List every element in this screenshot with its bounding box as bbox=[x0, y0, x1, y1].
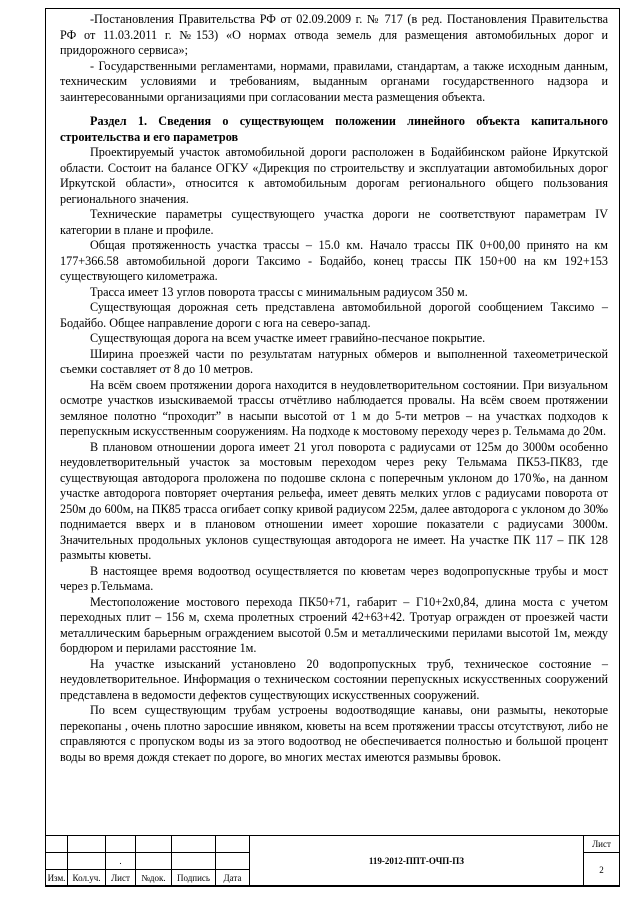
document-code: 119-2012-ППТ-ОЧП-ПЗ bbox=[250, 836, 584, 887]
paragraph: На участке изысканий установлено 20 водопропускных труб, техническое состояние – неудовлетворительное. Информация о техническом состоянии перепускных искусственных сооружений представлена в ведомости дефектов существующих искусственных сооружений. bbox=[60, 656, 608, 702]
paragraph: Существующая дорога на всем участке имеет гравийно-песчаное покрытие. bbox=[90, 331, 486, 345]
stamp-dot: . bbox=[106, 853, 136, 870]
paragraph: На всём своем протяжении дорога находится в неудовлетворительном состоянии. При визуальном осмотре участков изыскиваемой трассы отчётливо наблюдается провалы. На всём своем протяжении земляное полотно “проходит” в насыпи высотой от 1 м до 5-ти метров – на участках подходов к перепускным искусственным сооружениям. На подходе к мостовому переходу через р. Тельмама до 20м. bbox=[60, 377, 608, 438]
sheet-number: 2 bbox=[584, 853, 620, 887]
paragraph: Местоположение мостового перехода ПК50+71, габарит – Г10+2х0,84, длина моста с учетом переходных плит – 156 м, схема пролетных строений 42+63+42. Тротуар огражден от проезжей части металлическим барьерным ограждением высотой 0.5м и металлическими перилами высотой 1м, между бордюром и перилами расстояние 1м. bbox=[60, 594, 608, 655]
col-date: Дата bbox=[216, 870, 250, 887]
paragraph: В плановом отношении дорога имеет 21 угол поворота с радиусами от 125м до 3000м особенно неудовлетворительный участок за мостовым переходом через реку Тельмама ПК53-ПК83, где существующая автодорога проложена по подошве склона с поперечным уклоном до 170‰, на данном участке автодорога повторяет очертания рельефа, имеет девять мелких углов с радиусами поворота от 250м до 600м, на ПК85 трасса огибает сопку кривой радиусом 225м, далее автодорога с уклоном до 30‰ поднимается вверх и в плановом отношении имеет хорошие показатели с радиусами 3000м. Значительных продольных уклонов существующая автодорога не имеет. На участке ПК 117 – ПК 128 размыты кюветы. bbox=[60, 439, 608, 562]
paragraph: Проектируемый участок автомобильной дороги расположен в Бодайбинском районе Иркутской области. Состоит на балансе ОГКУ «Дирекция по строительству и эксплуатации автомобильных дорог Иркутской области», относится к автомобильным дорогам регионального общего пользования регионального значения. bbox=[60, 145, 608, 206]
col-doc-number: №док. bbox=[136, 870, 172, 887]
col-sheet: Лист bbox=[106, 870, 136, 887]
col-signature: Подпись bbox=[172, 870, 216, 887]
document-body bbox=[60, 12, 608, 765]
col-change: Изм. bbox=[46, 870, 68, 887]
paragraph: В настоящее время водоотвод осуществляется по кюветам через водопропускные трубы и мост через р.Тельмама. bbox=[60, 563, 608, 593]
sheet-label: Лист bbox=[584, 836, 620, 853]
paragraph: Общая протяженность участка трассы – 15.0 км. Начало трассы ПК 0+00,00 принято на км 177+366.58 автомобильной дороги Таксимо - Бодайбо, конец трассы ПК 150+00 на км 192+153 существующего километража. bbox=[60, 238, 608, 283]
paragraph: Технические параметры существующего участка дороги не соответствуют параметрам IV категории в плане и профиле. bbox=[60, 207, 608, 237]
col-count: Кол.уч. bbox=[68, 870, 106, 887]
paragraph-decree: -Постановления Правительства РФ от 02.09.2009 г. № 717 (в ред. Постановления Правительства РФ от 11.03.2011 г. №153) «О нормах отвода земель для размещения автомобильных дорог и придорожного сервиса»; bbox=[60, 12, 608, 57]
paragraph: Трасса имеет 13 углов поворота трассы с минимальным радиусом 350 м. bbox=[90, 284, 468, 299]
paragraph: Ширина проезжей части по результатам натурных обмеров и выполненной тахеометрической съемки составляет от 8 до 10 метров. bbox=[60, 346, 608, 376]
paragraph: По всем существующим трубам устроены водоотводящие канавы, они размыты, некоторые перекопаны , очень плотно заросшие ивняком, кюветы на всем протяжении трассы отсутствуют, либо не справляются с пропуском воды из за этого водоотвод не обеспечивается полностью и большой процент воды во время дождя стекает по дороге, во многих местах имеются размывы бровок. bbox=[60, 703, 608, 764]
paragraph-regulations: - Государственными регламентами, нормами, правилами, стандартам, а также исходным данным, техническим условиями и требованиям, выданным органами государственного надзора и заинтересованными организациями при согласовании места размещения объекта. bbox=[60, 58, 608, 104]
title-block bbox=[45, 835, 620, 886]
paragraph: Существующая дорожная сеть представлена автомобильной дорогой сообщением Таксимо – Бодайбо. Общее направление дороги с юга на северо-запад. bbox=[60, 300, 608, 330]
section-heading: Раздел 1. Сведения о существующем положении линейного объекта капитального строительства и его параметров bbox=[60, 114, 608, 144]
